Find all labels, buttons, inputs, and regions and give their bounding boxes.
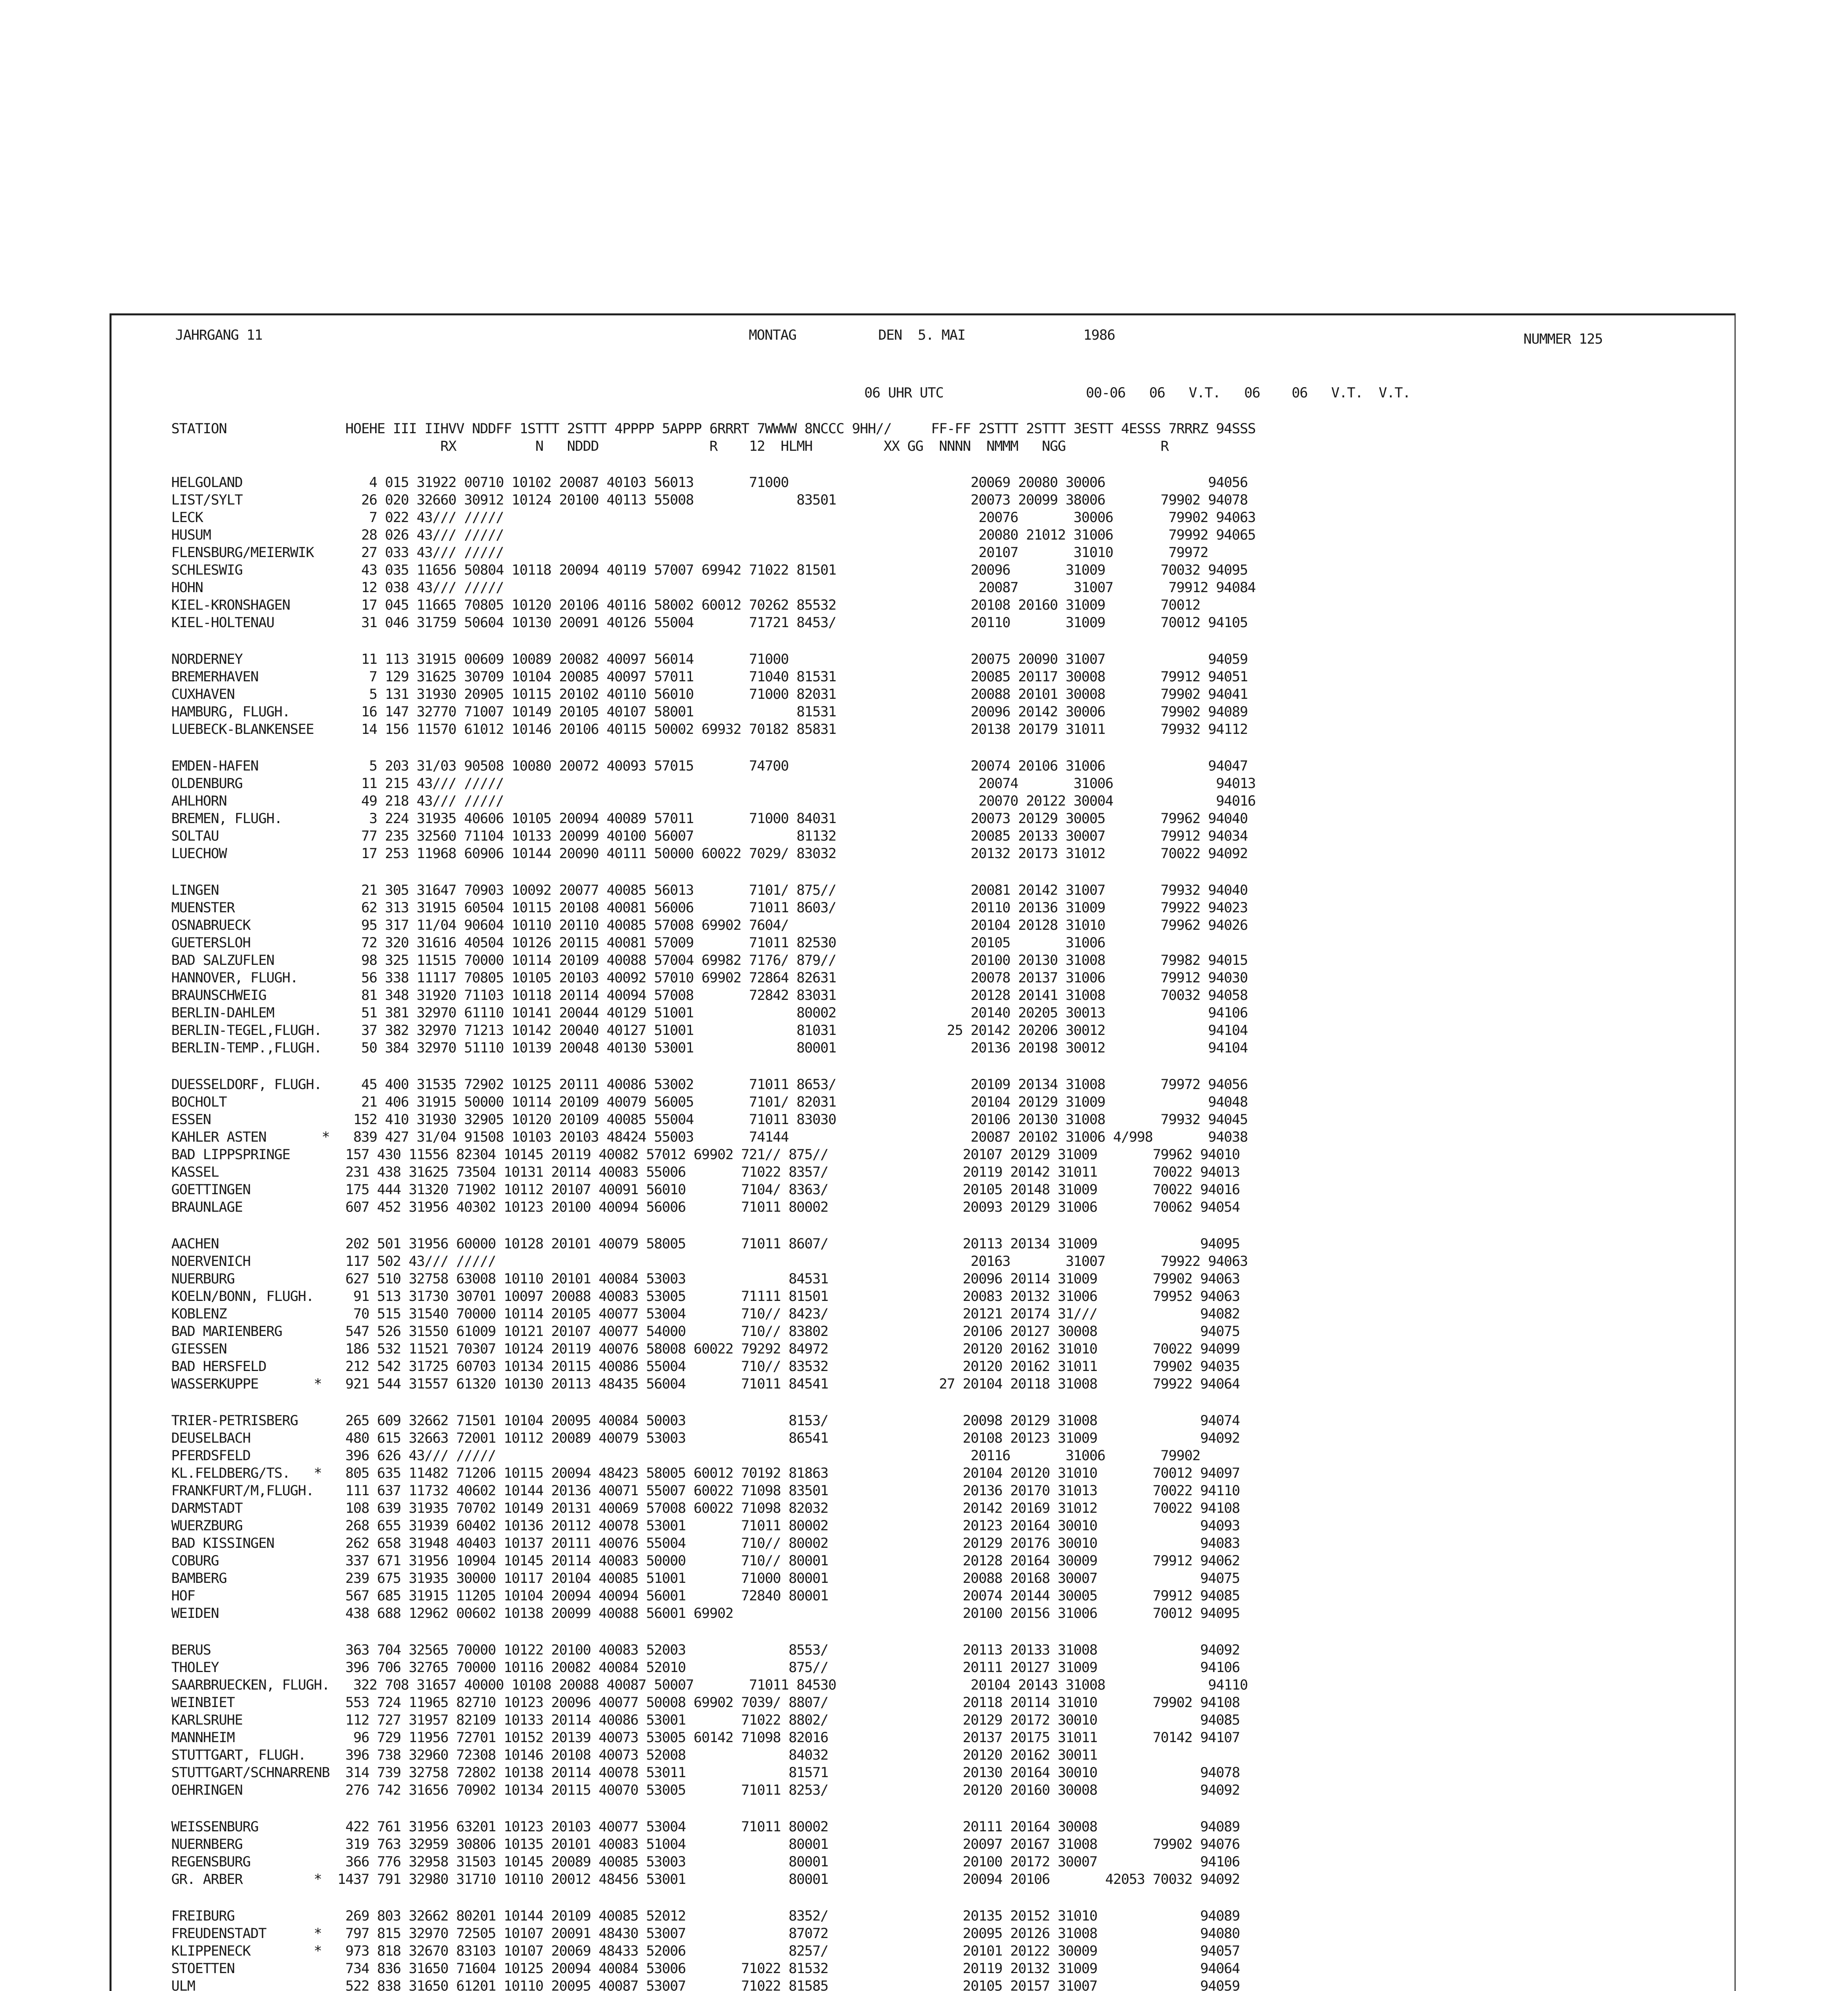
station-row: PFERDSFELD 396 626 43/// ///// 20116 31006 79902	[171, 1448, 1200, 1464]
station-row: FRANKFURT/M,FLUGH. 111 637 11732 40602 10144 20136 40071 55007 60022 71098 83501 20136 20170 31013 70022 94110	[171, 1483, 1240, 1499]
station-row: BAMBERG 239 675 31935 30000 10117 20104 40085 51001 71000 80001 20088 20168 30007 94075	[171, 1571, 1240, 1586]
station-row: OLDENBURG 11 215 43/// ///// 20074 31006 94013	[171, 776, 1256, 792]
station-row: LUECHOW 17 253 11968 60906 10144 20090 40111 50000 60022 7029/ 83032 20132 20173 31012 70022 94092	[171, 846, 1248, 862]
station-row: REGENSBURG 366 776 32958 31503 10145 20089 40085 53003 80001 20100 20172 30007 94106	[171, 1854, 1240, 1870]
station-row: NUERBURG 627 510 32758 63008 10110 20101 40084 53003 84531 20096 20114 31009 79902 94063	[171, 1271, 1240, 1287]
station-row: ESSEN 152 410 31930 32905 10120 20109 40085 55004 71011 83030 20106 20130 31008 79932 94045	[171, 1112, 1248, 1128]
station-row: KOBLENZ 70 515 31540 70000 10114 20105 40077 53004 710// 8423/ 20121 20174 31/// 94082	[171, 1306, 1240, 1322]
station-row: FLENSBURG/MEIERWIK 27 033 43/// ///// 20107 31010 79972	[171, 545, 1208, 561]
station-row: SOLTAU 77 235 32560 71104 10133 20099 40100 56007 81132 20085 20133 30007 79912 94034	[171, 828, 1248, 844]
station-row: KIEL-KRONSHAGEN 17 045 11665 70805 10120 20106 40116 58002 60012 70262 85532 20108 20160 31009 70012	[171, 597, 1200, 613]
station-row: WUERZBURG 268 655 31939 60402 10136 20112 40078 53001 71011 80002 20123 20164 30010 94093	[171, 1518, 1240, 1534]
station-row: EMDEN-HAFEN 5 203 31/03 90508 10080 20072 40093 57015 74700 20074 20106 31006 94047	[171, 758, 1248, 774]
station-row: BERLIN-TEMP.,FLUGH. 50 384 32970 51110 10139 20048 40130 53001 80001 20136 20198 30012 94104	[171, 1040, 1248, 1056]
station-row: HOHN 12 038 43/// ///// 20087 31007 79912 94084	[171, 580, 1256, 596]
station-row: STUTTGART, FLUGH. 396 738 32960 72308 10146 20108 40073 52008 84032 20120 20162 30011	[171, 1747, 1097, 1763]
station-row: CUXHAVEN 5 131 31930 20905 10115 20102 40110 56010 71000 82031 20088 20101 30008 79902 94041	[171, 686, 1248, 702]
station-row: THOLEY 396 706 32765 70000 10116 20082 40084 52010 875// 20111 20127 31009 94106	[171, 1660, 1240, 1676]
station-row: WEINBIET 553 724 11965 82710 10123 20096 40077 50008 69902 7039/ 8807/ 20118 20114 31010 79902 94108	[171, 1695, 1240, 1711]
column-header-codes: STATION HOEHE III IIHVV NDDFF 1STTT 2STTT 4PPPP 5APPP 6RRRT 7WWWW 8NCCC 9HH// FF-FF 2STTT 2STTT 3ESTT 4ESSS 7RRRZ 94SSS	[171, 421, 1256, 437]
station-row: BERUS 363 704 32565 70000 10122 20100 40083 52003 8553/ 20113 20133 31008 94092	[171, 1642, 1240, 1658]
station-row: DUESSELDORF, FLUGH. 45 400 31535 72902 10125 20111 40086 53002 71011 8653/ 20109 20134 31008 79972 94056	[171, 1077, 1248, 1093]
station-row: KL.FELDBERG/TS. * 805 635 11482 71206 10115 20094 48423 58005 60012 70192 81863 20104 20120 31010 70012 94097	[171, 1465, 1240, 1481]
station-row: KARLSRUHE 112 727 31957 82109 10133 20114 40086 53001 71022 8802/ 20129 20172 30010 94085	[171, 1712, 1240, 1728]
station-row: BAD SALZUFLEN 98 325 11515 70000 10114 20109 40088 57004 69982 7176/ 879// 20100 20130 31008 79982 94015	[171, 952, 1248, 968]
station-row: SCHLESWIG 43 035 11656 50804 10118 20094 40119 57007 69942 71022 81501 20096 31009 70032 94095	[171, 562, 1248, 578]
station-row: WASSERKUPPE * 921 544 31557 61320 10130 20113 48435 56004 71011 84541 27 20104 20118 31008 79922 94064	[171, 1376, 1240, 1392]
station-row: GOETTINGEN 175 444 31320 71902 10112 20107 40091 56010 7104/ 8363/ 20105 20148 31009 70022 94016	[171, 1182, 1240, 1198]
weekday-label: MONTAG	[749, 327, 797, 343]
station-row: BAD KISSINGEN 262 658 31948 40403 10137 20111 40076 55004 710// 80002 20129 20176 30010 94083	[171, 1535, 1240, 1551]
station-row: BRAUNLAGE 607 452 31956 40302 10123 20100 40094 56006 71011 80002 20093 20129 31006 70062 94054	[171, 1199, 1240, 1215]
station-row: STUTTGART/SCHNARRENB 314 739 32758 72802 10138 20114 40078 53011 81571 20130 20164 30010 94078	[171, 1765, 1240, 1781]
station-row: DEUSELBACH 480 615 32663 72001 10112 20089 40079 53003 86541 20108 20123 31009 94092	[171, 1430, 1240, 1446]
station-row: NUERNBERG 319 763 32959 30806 10135 20101 40083 51004 80001 20097 20167 31008 79902 94076	[171, 1836, 1240, 1852]
station-row: AACHEN 202 501 31956 60000 10128 20101 40079 58005 71011 8607/ 20113 20134 31009 94095	[171, 1236, 1240, 1252]
station-row: OEHRINGEN 276 742 31656 70902 10134 20115 40070 53005 71011 8253/ 20120 20160 30008 94092	[171, 1782, 1240, 1798]
station-row: ULM 522 838 31650 61201 10110 20095 40087 53007 71022 81585 20105 20157 31007 94059	[171, 1978, 1240, 1991]
station-row: MUENSTER 62 313 31915 60504 10115 20108 40081 56006 71011 8603/ 20110 20136 31009 79922 94023	[171, 900, 1248, 916]
station-row: KIEL-HOLTENAU 31 046 31759 50604 10130 20091 40126 55004 71721 8453/ 20110 31009 70012 94105	[171, 615, 1248, 631]
station-row: COBURG 337 671 31956 10904 10145 20114 40083 50000 710// 80001 20128 20164 30009 79912 94062	[171, 1553, 1240, 1569]
station-row: FREIBURG 269 803 32662 80201 10144 20109 40085 52012 8352/ 20135 20152 31010 94089	[171, 1908, 1240, 1924]
station-row: WEISSENBURG 422 761 31956 63201 10123 20103 40077 53004 71011 80002 20111 20164 30008 94089	[171, 1819, 1240, 1835]
station-row: SAARBRUECKEN, FLUGH. 322 708 31657 40000 10108 20088 40087 50007 71011 84530 20104 20143 31008 94110	[171, 1677, 1248, 1693]
station-row: WEIDEN 438 688 12962 00602 10138 20099 40088 56001 69902 20100 20156 31006 70012 94095	[171, 1606, 1240, 1621]
issue-number-label: NUMMER 125	[1523, 331, 1603, 347]
jahrgang-label: JAHRGANG 11	[175, 327, 262, 343]
station-row: DARMSTADT 108 639 31935 70702 10149 20131 40069 57008 60022 71098 82032 20142 20169 31012 70022 94108	[171, 1500, 1240, 1516]
station-row: LINGEN 21 305 31647 70903 10092 20077 40085 56013 7101/ 875// 20081 20142 31007 79932 94040	[171, 882, 1248, 898]
year-label: 1986	[1083, 327, 1115, 343]
station-row: GR. ARBER * 1437 791 32980 31710 10110 20012 48456 53001 80001 20094 20106 42053 70032 94092	[171, 1872, 1240, 1887]
station-row: BERLIN-DAHLEM 51 381 32970 61110 10141 20044 40129 51001 80002 20140 20205 30013 94106	[171, 1005, 1248, 1021]
station-row: LIST/SYLT 26 020 32660 30912 10124 20100 40113 55008 83501 20073 20099 38006 79902 94078	[171, 492, 1248, 508]
station-row: STOETTEN 734 836 31650 71604 10125 20094 40084 53006 71022 81532 20119 20132 31009 94064	[171, 1961, 1240, 1977]
station-row: OSNABRUECK 95 317 11/04 90604 10110 20110 40085 57008 69902 7604/ 20104 20128 31010 79962 94026	[171, 917, 1248, 933]
column-header-time: 06 UHR UTC 00-06 06 V.T. 06 06 V.T. V.T.	[864, 385, 1411, 401]
station-row: BAD MARIENBERG 547 526 31550 61009 10121 20107 40077 54000 710// 83802 20106 20127 30008 94075	[171, 1324, 1240, 1340]
station-row: AHLHORN 49 218 43/// ///// 20070 20122 30004 94016	[171, 793, 1256, 809]
station-row: BERLIN-TEGEL,FLUGH. 37 382 32970 71213 10142 20040 40127 51001 81031 25 20142 20206 30012 94104	[171, 1023, 1248, 1039]
station-row: HANNOVER, FLUGH. 56 338 11117 70805 10105 20103 40092 57010 69902 72864 82631 20078 20137 31006 79912 94030	[171, 970, 1248, 986]
station-row: BOCHOLT 21 406 31915 50000 10114 20109 40079 56005 7101/ 82031 20104 20129 31009 94048	[171, 1094, 1248, 1110]
station-row: GUETERSLOH 72 320 31616 40504 10126 20115 40081 57009 71011 82530 20105 31006	[171, 935, 1105, 951]
station-row: TRIER-PETRISBERG 265 609 32662 71501 10104 20095 40084 50003 8153/ 20098 20129 31008 94074	[171, 1413, 1240, 1429]
date-label: DEN 5. MAI	[878, 327, 965, 343]
station-row: BREMEN, FLUGH. 3 224 31935 40606 10105 20094 40089 57011 71000 84031 20073 20129 30005 79962 94040	[171, 811, 1248, 827]
station-row: KAHLER ASTEN * 839 427 31/04 91508 10103 20103 48424 55003 74144 20087 20102 31006 4/998 94038	[171, 1129, 1248, 1145]
station-row: LUEBECK-BLANKENSEE 14 156 11570 61012 10146 20106 40115 50002 69932 70182 85831 20138 20179 31011 79932 94112	[171, 722, 1248, 737]
station-row: HUSUM 28 026 43/// ///// 20080 21012 31006 79992 94065	[171, 527, 1256, 543]
station-row: BREMERHAVEN 7 129 31625 30709 10104 20085 40097 57011 71040 81531 20085 20117 30008 79912 94051	[171, 669, 1248, 685]
station-row: KASSEL 231 438 31625 73504 10131 20114 40083 55006 71022 8357/ 20119 20142 31011 70022 94013	[171, 1164, 1240, 1180]
column-header-subcodes: RX N NDDD R 12 HLMH XX GG NNNN NMMM NGG R	[171, 438, 1169, 454]
station-row: BAD HERSFELD 212 542 31725 60703 10134 20115 40086 55004 710// 83532 20120 20162 31011 79902 94035	[171, 1359, 1240, 1375]
station-row: BAD LIPPSPRINGE 157 430 11556 82304 10145 20119 40082 57012 69902 721// 875// 20107 20129 31009 79962 94010	[171, 1147, 1240, 1163]
station-row: KLIPPENECK * 973 818 32670 83103 10107 20069 48433 52006 8257/ 20101 20122 30009 94057	[171, 1943, 1240, 1959]
station-row: NORDERNEY 11 113 31915 00609 10089 20082 40097 56014 71000 20075 20090 31007 94059	[171, 651, 1248, 667]
station-row: GIESSEN 186 532 11521 70307 10124 20119 40076 58008 60022 79292 84972 20120 20162 31010 70022 94099	[171, 1341, 1240, 1357]
station-row: BRAUNSCHWEIG 81 348 31920 71103 10118 20114 40094 57008 72842 83031 20128 20141 31008 70032 94058	[171, 988, 1248, 1003]
station-row: KOELN/BONN, FLUGH. 91 513 31730 30701 10097 20088 40083 53005 71111 81501 20083 20132 31006 79952 94063	[171, 1289, 1240, 1305]
station-row: HAMBURG, FLUGH. 16 147 32770 71007 10149 20105 40107 58001 81531 20096 20142 30006 79902 94089	[171, 704, 1248, 720]
station-row: HOF 567 685 31915 11205 10104 20094 40094 56001 72840 80001 20074 20144 30005 79912 94085	[171, 1588, 1240, 1604]
station-row: MANNHEIM 96 729 11956 72701 10152 20139 40073 53005 60142 71098 82016 20137 20175 31011 70142 94107	[171, 1730, 1240, 1746]
station-row: LECK 7 022 43/// ///// 20076 30006 79902 94063	[171, 510, 1256, 526]
station-row: NOERVENICH 117 502 43/// ///// 20163 31007 79922 94063	[171, 1254, 1248, 1269]
station-row: FREUDENSTADT * 797 815 32970 72505 10107 20091 48430 53007 87072 20095 20126 31008 94080	[171, 1926, 1240, 1942]
station-row: HELGOLAND 4 015 31922 00710 10102 20087 40103 56013 71000 20069 20080 30006 94056	[171, 475, 1248, 491]
